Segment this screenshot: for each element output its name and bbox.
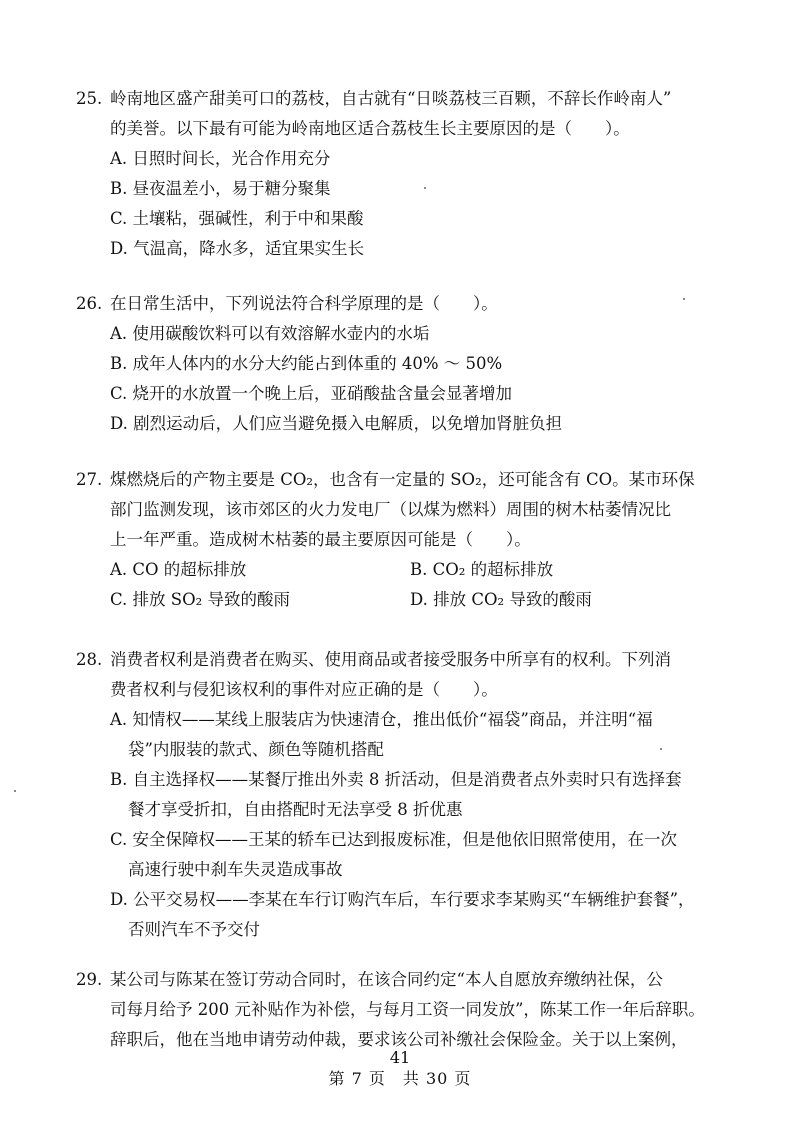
- question-stem: 29. 某公司与陈某在签订劳动合同时，在该合同约定“本人自愿放弃缴纳社保，公: [76, 965, 726, 995]
- option-c: C. 土壤粘，强碱性，利于中和果酸: [110, 209, 364, 228]
- question-number: 27.: [76, 470, 103, 489]
- question-28: [76, 645, 726, 945]
- question-27: [76, 465, 726, 615]
- question-stem: 28. 消费者权利是消费者在购买、使用商品或者接受服务中所享有的权利。下列消: [76, 645, 726, 675]
- question-number: 29.: [76, 970, 103, 989]
- question-stem: 部门监测发现，该市郊区的火力发电厂（以煤为燃料）周围的树木枯萎情况比: [110, 500, 671, 519]
- option-row: [76, 555, 726, 585]
- question-stem: 司每月给予 200 元补贴作为补偿，与每月工资一同发放”，陈某工作一年后辞职。: [110, 1000, 705, 1019]
- option-a: A. 日照时间长，光合作用充分: [110, 149, 331, 168]
- option-d: D. 排放 CO₂ 导致的酸雨: [410, 590, 592, 609]
- option-b: B. CO₂ 的超标排放: [410, 560, 554, 579]
- question-25: [76, 84, 726, 264]
- option-a: A. 使用碳酸饮料可以有效溶解水壶内的水垢: [110, 324, 430, 343]
- printed-page-number: 41: [389, 1048, 411, 1067]
- question-number: 26.: [76, 294, 103, 313]
- option-a: A. 知情权——某线上服装店为快速清仓，推出低价“福袋”商品，并注明“福 袋”内服装的款式、颜色等随机搭配: [110, 710, 653, 759]
- scan-speck: [424, 187, 426, 189]
- question-stem: 25. 岭南地区盛产甜美可口的荔枝，自古就有“日啖荔枝三百颗，不辞长作岭南人”: [76, 84, 726, 114]
- option-d: D. 公平交易权——李某在车行订购汽车后，车行要求李某购买“车辆维护套餐”， 否则汽车不予交付: [110, 890, 695, 939]
- page-footer: 第 7 页 共 30 页: [328, 1069, 472, 1088]
- option-c: C. 烧开的水放置一个晚上后，亚硝酸盐含量会显著增加: [110, 384, 513, 403]
- option-a: A. CO 的超标排放: [110, 560, 247, 579]
- question-number: 25.: [76, 89, 103, 108]
- question-stem: 的美誉。以下最有可能为岭南地区适合荔枝生长主要原因的是（ ）。: [110, 119, 630, 138]
- option-row: [76, 585, 726, 615]
- option-b: B. 自主选择权——某餐厅推出外卖 8 折活动，但是消费者点外卖时只有选择套 餐才享受折扣，自由搭配时无法享受 8 折优惠: [110, 770, 682, 819]
- question-stem: 26. 在日常生活中，下列说法符合科学原理的是（ ）。: [76, 289, 726, 319]
- option-b: B. 昼夜温差小，易于糖分聚集: [110, 179, 331, 198]
- option-d: D. 气温高，降水多，适宜果实生长: [110, 239, 365, 258]
- question-26: [76, 289, 726, 439]
- question-stem: 费者权利与侵犯该权利的事件对应正确的是（ ）。: [110, 680, 498, 699]
- option-d: D. 剧烈运动后，人们应当避免摄入电解质，以免增加肾脏负担: [110, 414, 563, 433]
- option-c: C. 安全保障权——王某的轿车已达到报废标准，但是他依旧照常使用，在一次 高速行驶中刹车失灵造成事故: [110, 830, 678, 879]
- scan-speck: [14, 790, 16, 792]
- question-stem: 27. 煤燃烧后的产物主要是 CO₂，也含有一定量的 SO₂，还可能含有 CO。某市环保: [76, 465, 726, 495]
- question-number: 28.: [76, 650, 103, 669]
- question-stem: 上一年严重。造成树木枯萎的最主要原因可能是（ ）。: [110, 530, 531, 549]
- question-29: [76, 965, 726, 1055]
- scan-speck: [660, 748, 662, 750]
- question-stem: 辞职后，他在当地申请劳动仲裁，要求该公司补缴社会保险金。关于以上案例，: [110, 1030, 688, 1049]
- scan-speck: [683, 298, 685, 300]
- option-c: C. 排放 SO₂ 导致的酸雨: [110, 590, 290, 609]
- option-b: B. 成年人体内的水分大约能占到体重的 40% ～ 50%: [110, 354, 503, 373]
